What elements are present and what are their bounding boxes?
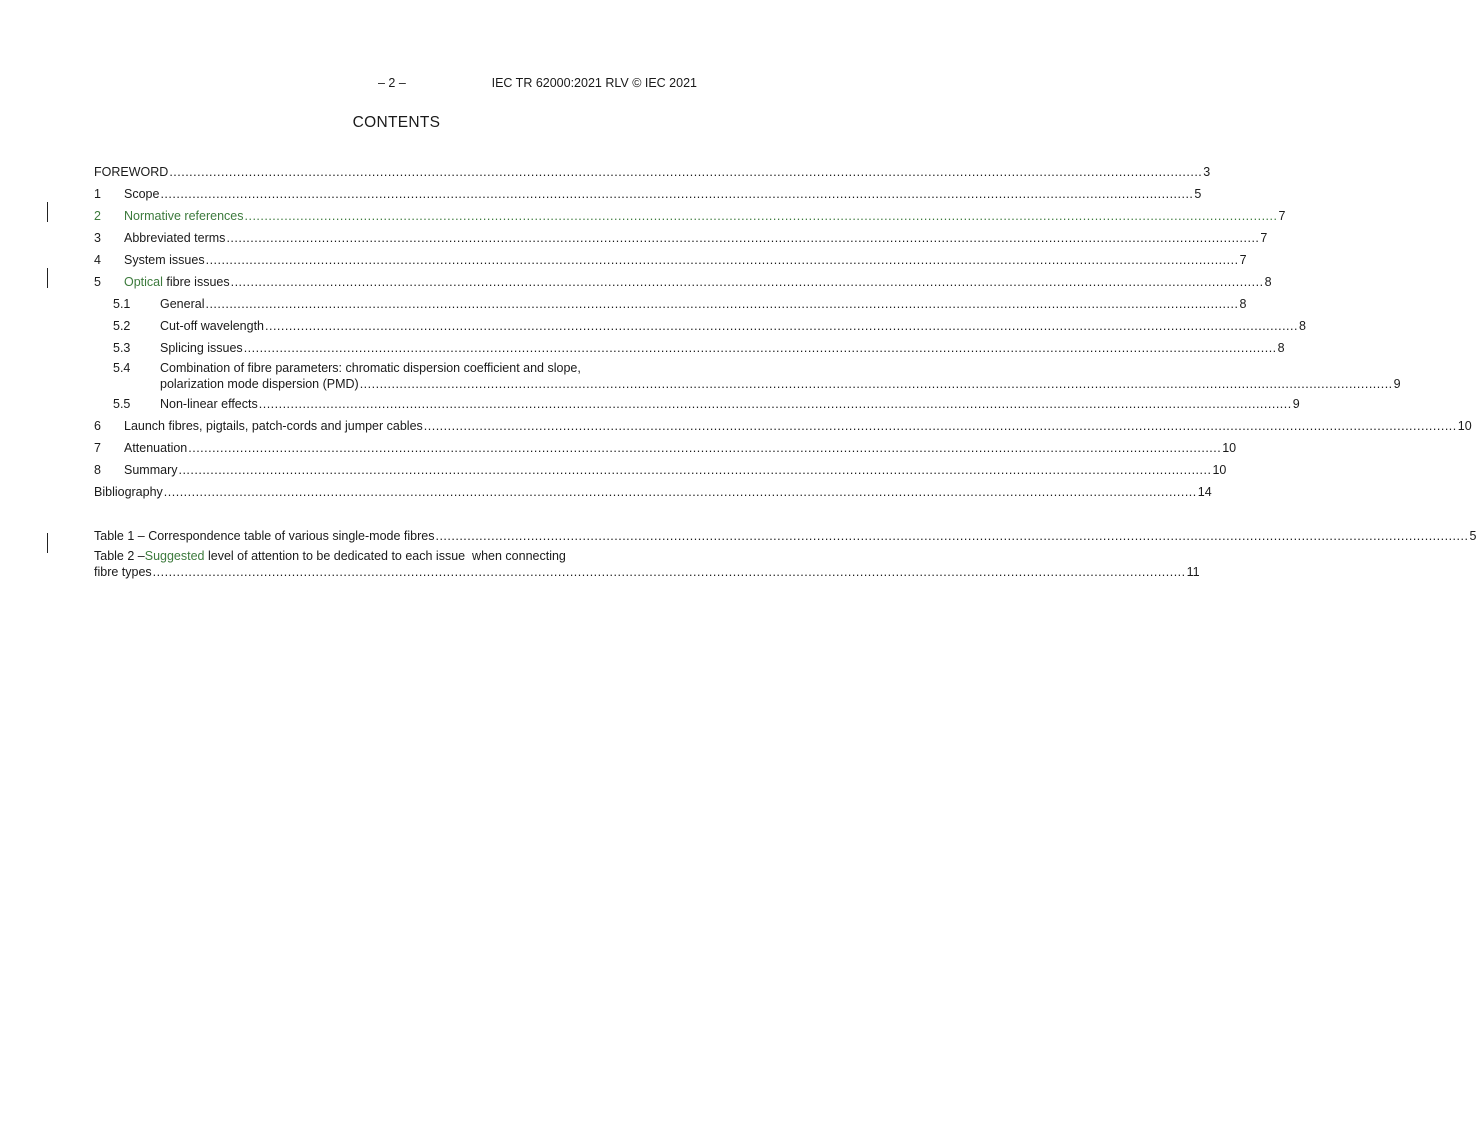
leader-dots <box>153 564 1186 580</box>
list-of-tables-entry-2[interactable] <box>94 544 1200 580</box>
toc-page-number: 7 <box>1260 231 1268 245</box>
toc-entry-system-issues[interactable] <box>94 246 1247 268</box>
leader-dots <box>178 462 1211 478</box>
toc-entry-label-line2: polarization mode dispersion (PMD) <box>160 377 359 391</box>
leader-dots <box>231 274 1264 290</box>
toc-entry-label: Abbreviated terms <box>124 231 226 245</box>
leader-dots <box>188 440 1221 456</box>
leader-dots <box>226 230 1259 246</box>
leader-dots <box>205 296 1238 312</box>
table-of-contents <box>94 158 1476 580</box>
toc-entry-attenuation[interactable] <box>94 434 1237 456</box>
leader-dots <box>265 318 1298 334</box>
leader-dots <box>360 376 1393 392</box>
toc-page-number: 7 <box>1239 253 1247 267</box>
toc-entry-cut-off-wavelength[interactable] <box>94 312 1306 334</box>
leader-dots <box>244 340 1277 356</box>
toc-entry-optical-fibre-issues[interactable] <box>94 268 1272 290</box>
leader-dots <box>206 252 1239 268</box>
page-number: – 2 – <box>378 76 406 90</box>
toc-entry-launch-fibres[interactable] <box>94 412 1472 434</box>
change-bar <box>47 202 48 222</box>
leader-dots <box>169 164 1202 180</box>
toc-entry-number: 1 <box>94 187 101 201</box>
document-reference: IEC TR 62000:2021 RLV © IEC 2021 <box>491 76 697 90</box>
toc-page-number: 3 <box>1203 165 1211 179</box>
toc-entry-number: 3 <box>94 231 101 245</box>
toc-entry-number: 5.1 <box>113 297 131 311</box>
toc-page-number: 14 <box>1197 485 1212 499</box>
toc-entry-label-line1: Combination of fibre parameters: chromatic dispersion coefficient and slope, <box>160 361 581 375</box>
page-title: CONTENTS <box>352 114 441 131</box>
toc-page-number: 5 <box>1194 187 1202 201</box>
table-entry-label-line1: level of attention to be dedicated to each issue when connecting <box>204 549 566 563</box>
toc-entry-label: General <box>160 297 205 311</box>
toc-page-number: 9 <box>1292 397 1300 411</box>
toc-entry-number: 5.3 <box>113 341 131 355</box>
toc-page-number: 8 <box>1239 297 1247 311</box>
leader-dots <box>245 208 1278 224</box>
toc-entry-non-linear-effects[interactable] <box>94 392 1300 412</box>
toc-entry-number: 8 <box>94 463 101 477</box>
toc-entry-label: Scope <box>124 187 160 201</box>
toc-entry-combination-of-fibre-parameters[interactable] <box>94 356 1401 392</box>
inserted-text: Optical <box>124 275 163 289</box>
toc-entry-label: Splicing issues <box>160 341 243 355</box>
toc-entry-label: Non-linear effects <box>160 397 258 411</box>
toc-entry-label: System issues <box>124 253 205 267</box>
toc-entry-summary[interactable] <box>94 456 1227 478</box>
table-entry-label-line2: fibre types <box>94 565 152 579</box>
toc-entry-label: Launch fibres, pigtails, patch-cords and jumper cables <box>124 419 423 433</box>
leader-dots <box>259 396 1292 412</box>
leader-dots <box>164 484 1197 500</box>
change-bar <box>47 268 48 288</box>
leader-dots <box>160 186 1193 202</box>
toc-page-number: 8 <box>1298 319 1306 333</box>
toc-entry-normative-references[interactable] <box>94 202 1286 224</box>
toc-entry-label: Bibliography <box>94 485 163 499</box>
toc-entry-bibliography[interactable] <box>94 478 1212 500</box>
toc-entry-number: 7 <box>94 441 101 455</box>
toc-entry-label: Normative references <box>124 209 244 223</box>
toc-entry-number: 5.2 <box>113 319 131 333</box>
toc-page-number: 10 <box>1222 441 1237 455</box>
toc-entry-label: Summary <box>124 463 178 477</box>
toc-entry-splicing-issues[interactable] <box>94 334 1285 356</box>
label-rest: fibre issues <box>162 275 230 289</box>
page-header <box>0 76 793 92</box>
toc-entry-number: 5 <box>94 275 101 289</box>
toc-page-number: 8 <box>1277 341 1285 355</box>
toc-entry-number: 6 <box>94 419 101 433</box>
toc-entry-number: 5.5 <box>113 397 131 411</box>
toc-page-number: 10 <box>1457 419 1472 433</box>
toc-page-number: 5 <box>1469 529 1476 543</box>
toc-entry-number: 4 <box>94 253 101 267</box>
toc-entry-abbreviated-terms[interactable] <box>94 224 1268 246</box>
change-bar <box>47 533 48 553</box>
toc-entry-label: Cut-off wavelength <box>160 319 264 333</box>
table-entry-prefix: Table 2 – <box>94 549 145 563</box>
table-entry-label: Table 1 – Correspondence table of various single-mode fibres <box>94 529 435 543</box>
toc-entry-label: Attenuation <box>124 441 188 455</box>
toc-entry-label <box>124 274 230 290</box>
toc-page-number: 8 <box>1264 275 1272 289</box>
toc-entry-label: FOREWORD <box>94 165 169 179</box>
toc-page-number: 11 <box>1186 565 1200 579</box>
list-of-tables-entry-1[interactable] <box>94 522 1476 544</box>
leader-dots <box>435 528 1468 544</box>
toc-entry-foreword[interactable] <box>94 158 1211 180</box>
toc-page-number: 9 <box>1393 377 1401 391</box>
toc-entry-number: 2 <box>94 209 101 223</box>
inserted-text: Suggested <box>144 549 205 563</box>
toc-entry-general[interactable] <box>94 290 1247 312</box>
toc-entry-number: 5.4 <box>113 361 131 375</box>
toc-entry-scope[interactable] <box>94 180 1202 202</box>
toc-page-number: 7 <box>1278 209 1286 223</box>
toc-page-number: 10 <box>1212 463 1227 477</box>
leader-dots <box>424 418 1457 434</box>
spacer <box>94 500 698 522</box>
